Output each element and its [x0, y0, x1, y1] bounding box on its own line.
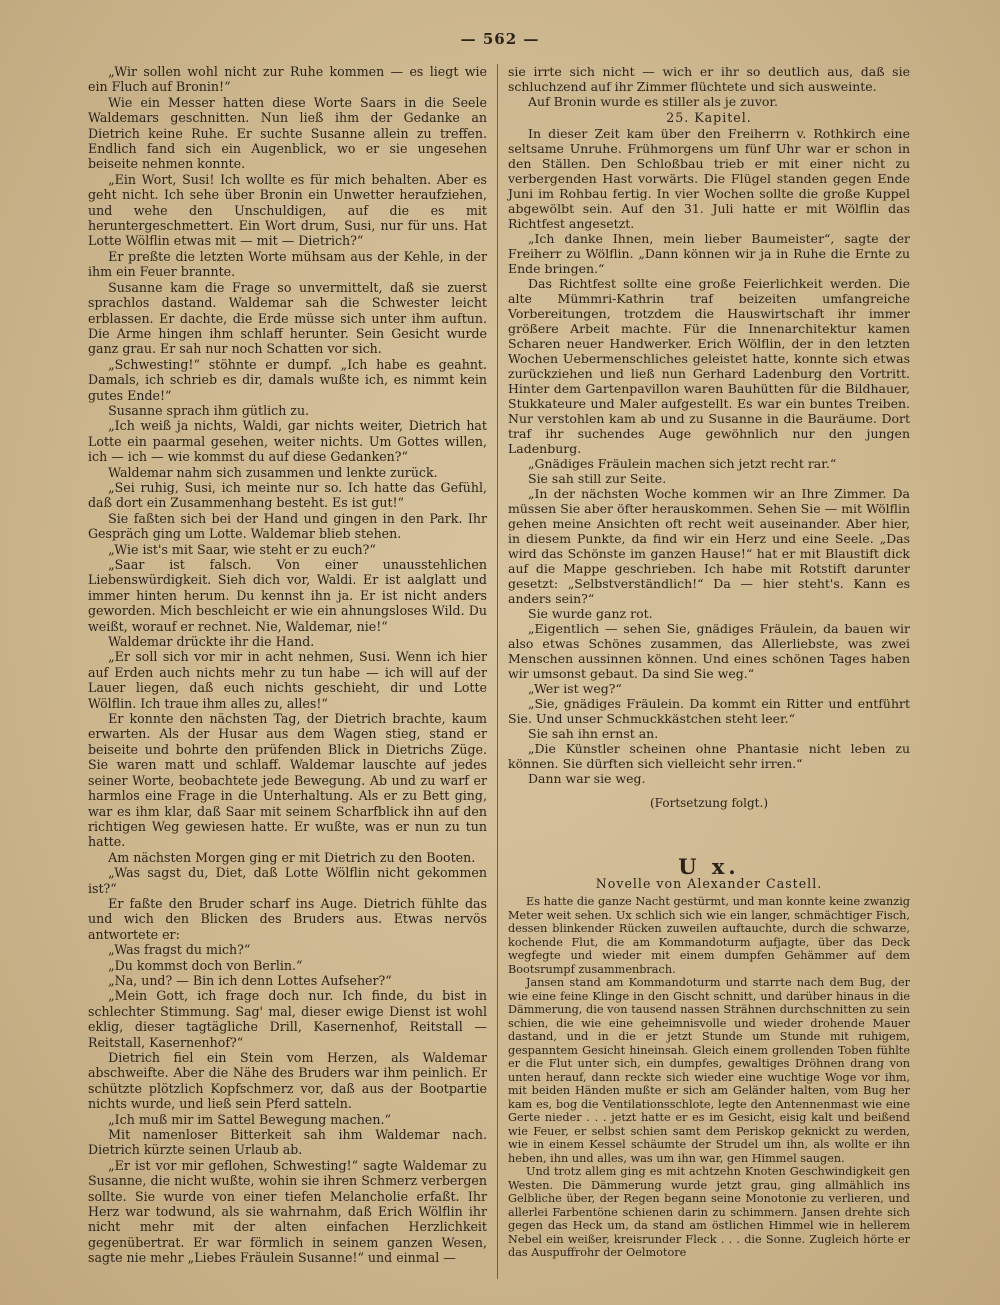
column-divider: [497, 64, 498, 1279]
page-number: — 562 —: [460, 30, 540, 48]
story-subtitle: Novelle von Alexander Castell.: [595, 876, 823, 891]
paragraph: Mit namenloser Bitterkeit sah ihm Waldemar nach. Dietrich kürzte seinen Urlaub ab.: [88, 1127, 487, 1158]
paragraph: Sie sah ihn ernst an.: [528, 726, 659, 741]
paragraph: „Du kommst doch von Berlin.“: [108, 957, 303, 973]
chapter-heading: 25. Kapitel.: [666, 110, 752, 125]
paragraph: Er faßte den Bruder scharf ins Auge. Dietrich fühlte das und wich den Blicken des Bruders aus. Etwas nervös antwortete er:: [88, 895, 487, 942]
paragraph: „Wie ist's mit Saar, wie steht er zu euch?“: [108, 541, 376, 557]
paragraph: „Ich weiß ja nichts, Waldi, gar nichts weiter, Dietrich hat Lotte ein paarmal gesehen, weiter nichts. Um Gottes willen, ich — ich — wie kommst du auf diese Gedanken?“: [88, 418, 487, 465]
paragraph: „Eigentlich — sehen Sie, gnädiges Fräulein, da bauen wir also etwas Schönes zusammen, das Allerliebste, was zwei Menschen aussinnen können. Und eines schönen Tages haben wir umsonst gebaut. Da sind Sie weg.“: [508, 621, 910, 681]
paragraph: „Mein Gott, ich frage doch nur. Ich finde, du bist in schlechter Stimmung. Sag' mal, dieser ewige Dienst ist wohl eklig, dieser tagtägliche Drill, Kasernenhof, Reitstall — Reitstall, Kasernenhof?“: [88, 988, 487, 1050]
story-title: U x.: [678, 854, 740, 879]
paragraph: Sie wurde ganz rot.: [528, 606, 653, 621]
paragraph: „Er soll sich vor mir in acht nehmen, Susi. Wenn ich hier auf Erden auch nichts mehr zu tun habe — ich will auf der Lauer liegen, daß euch nichts geschieht, dir und Lotte Wölflin. Ich traue ihm alles zu, alles!“: [88, 649, 487, 711]
paragraph: „Gnädiges Fräulein machen sich jetzt recht rar.“: [528, 456, 837, 471]
continuation-note: (Fortsetzung folgt.): [650, 796, 768, 810]
paragraph: Waldemar drückte ihr die Hand.: [108, 634, 315, 650]
paragraph: Susanne kam die Frage so unvermittelt, daß sie zuerst sprachlos dastand. Waldemar sah die Schwester leicht erblassen. Er dachte, die Erde müsse sich unter ihm auftun. Die Arme hingen ihm schlaff herunter. Sein Gesicht wurde ganz grau. Er sah nur noch Schatten vor sich.: [88, 279, 487, 357]
story-text: [508, 895, 910, 1260]
paragraph: Er konnte den nächsten Tag, der Dietrich brachte, kaum erwarten. Als der Husar aus dem Wagen stieg, stand er beiseite und bohrte den prüfenden Blick in Dietrichs Züge. Sie waren matt und schlaff. Waldemar lauschte auf jedes seiner Worte, beobachtete jede Bewegung. Ab und zu warf er harmlos eine Frage in die Unterhaltung. Als er zu Bett ging, war es ihm klar, daß Saar mit seinem Scharfblick ihn auf den richtigen Weg gewiesen hatte. Er wußte, was er nun zu tun hatte.: [88, 711, 487, 850]
paragraph: Das Richtfest sollte eine große Feierlichkeit werden. Die alte Mümmri-Kathrin traf beizeiten umfangreiche Vorbereitungen, trotzdem die Hauswirtschaft ihr immer größere Arbeit machte. Für die Innenarchitektur kamen Scharen neuer Handwerker. Erich Wölflin, der in den letzten Wochen Uebermenschliches geleistet hatte, konnte sich etwas zurückziehen und ließ nun Gerhard Ladenburg den Vortritt. Hinter dem Gartenpavillon waren Bauhütten für die Bildhauer, Stukkateure und Maler aufgestellt. Es war ein buntes Treiben. Nur verstohlen kam ab und zu Susanne in die Bauräume. Dort traf ihr suchendes Auge gewöhnlich nur den jungen Ladenburg.: [508, 276, 910, 456]
paragraph: Es hatte die ganze Nacht gestürmt, und man konnte keine zwanzig Meter weit sehen. Ux schlich sich wie ein langer, schmächtiger Fisch, dessen blinkender Rücken zuweilen auftauchte, durch die schwarze, kochende Flut, die am Kommandoturm aufjagte, über das Deck wegfegte und wieder mit einem dumpfen Gehämmer auf dem Bootsrumpf zusammenbrach.: [508, 895, 910, 976]
paragraph: Und trotz allem ging es mit achtzehn Knoten Geschwindigkeit gen Westen. Die Dämmerung wurde jetzt grau, ging allmählich ins Gelbliche über, der Regen begann seine Monotonie zu verlieren, und allerlei Farbentöne schienen darin zu schimmern. Jansen drehte sich gegen das Heck um, da stand am östlichen Himmel wie in hellerem Nebel ein weißer, kreisrunder Fleck . . . die Sonne. Zugleich hörte er das Auspuffrohr der Oelmotore: [508, 1165, 910, 1259]
paragraph: In dieser Zeit kam über den Freiherrn v. Rothkirch eine seltsame Unruhe. Frühmorgens um fünf Uhr war er schon in den Ställen. Den Schloßbau trieb er mit einer nicht zu verbergenden Hast vorwärts. Die Flügel standen gegen Ende Juni im Rohbau fertig. In vier Wochen sollte die große Kuppel abgewölbt sein. Auf den 31. Juli hatte er mit Wölflin das Richtfest angesetzt.: [508, 126, 910, 231]
paragraph: „Die Künstler scheinen ohne Phantasie nicht leben zu können. Sie dürften sich vielleicht sehr irren.“: [508, 741, 910, 771]
paragraph: Dann war sie weg.: [528, 771, 646, 786]
paragraph: „Ein Wort, Susi! Ich wollte es für mich behalten. Aber es geht nicht. Ich sehe über Bronin ein Unwetter heraufziehen, und wehe den Unschuldigen, auf die es mit heruntergeschmettert. Ein Wort drum, Susi, nur für uns. Hat Lotte Wölflin etwas mit — mit — Dietrich?“: [88, 171, 487, 249]
right-column-intro: [508, 64, 910, 109]
right-column: [508, 64, 910, 1260]
paragraph: „Na, und? — Bin ich denn Lottes Aufseher?“: [108, 972, 392, 988]
paragraph: Sie faßten sich bei der Hand und gingen in den Park. Ihr Gespräch ging um Lotte. Waldemar blieb stehen.: [88, 510, 487, 542]
paragraph: „Was sagst du, Diet, daß Lotte Wölflin nicht gekommen ist?“: [88, 865, 487, 896]
paragraph: „Saar ist falsch. Von einer unausstehlichen Liebenswürdigkeit. Sieh dich vor, Waldi. Er ist aalglatt und immer hinten herum. Du kennst ihn ja. Er ist nicht anders geworden. Mich beschleicht er wie ein ahnungsloses Wild. Du weißt, worauf er rechnet. Nie, Waldemar, nie!“: [88, 557, 487, 634]
paragraph: Dietrich fiel ein Stein vom Herzen, als Waldemar abschweifte. Aber die Nähe des Bruders war ihm peinlich. Er schützte plötzlich Kopfschmerz vor, daß aus der Bootpartie nichts wurde, und ließ sein Pferd satteln.: [88, 1050, 487, 1112]
paragraph: Sie sah still zur Seite.: [528, 471, 667, 486]
paragraph: Susanne sprach ihm gütlich zu.: [108, 402, 310, 418]
paragraph: „Ich danke Ihnen, mein lieber Baumeister“, sagte der Freiherr zu Wölflin. „Dann können wir ja in Ruhe die Ernte zu Ende bringen.“: [508, 231, 910, 276]
paragraph: Am nächsten Morgen ging er mit Dietrich zu den Booten.: [108, 849, 476, 865]
paragraph: „Sie, gnädiges Fräulein. Da kommt ein Ritter und entführt Sie. Und unser Schmuckkästchen steht leer.“: [508, 696, 910, 726]
paragraph: „Sei ruhig, Susi, ich meinte nur so. Ich hatte das Gefühl, daß dort ein Zusammenhang besteht. Es ist gut!“: [88, 479, 487, 511]
paragraph: „Wir sollen wohl nicht zur Ruhe kommen — es liegt wie ein Fluch auf Bronin!“: [88, 64, 487, 95]
paragraph: Wie ein Messer hatten diese Worte Saars in die Seele Waldemars geschnitten. Nun ließ ihm der Gedanke an Dietrich keine Ruhe. Er suchte Susanne allein zu treffen. Endlich fand sich ein Augenblick, wo er sie ungesehen beiseite nehmen konnte.: [88, 94, 487, 172]
chapter-text: [508, 126, 910, 786]
paragraph: „In der nächsten Woche kommen wir an Ihre Zimmer. Da müssen Sie aber öfter herauskommen. Sehen Sie — mit Wölflin gehen meine Ansichten oft recht weit auseinander. Aber hier, in diesem Punkte, da find wir ein Herz und eine Seele. „Das wird das Schönste im ganzen Hause!“ hat er mit Blaustift dick auf die Mappe geschrieben. Ich habe mit Rotstift darunter gesetzt: „Selbstverständlich!“ Da — hier steht's. Kann es anders sein?“: [508, 486, 910, 606]
paragraph: „Was fragst du mich?“: [108, 942, 251, 958]
paragraph: „Ich muß mir im Sattel Bewegung machen.“: [108, 1111, 391, 1127]
paragraph: Jansen stand am Kommandoturm und starrte nach dem Bug, der wie eine feine Klinge in den Gischt schnitt, und darüber hinaus in die Dämmerung, die von tausend nassen Strähnen durchschnitten zu sein schien, die wie eine geheimnisvolle und wieder drohende Mauer dastand, und in die er jetzt Stunde um Stunde mit ruhigem, gespanntem Gesicht hineinsah. Gleich einem grollenden Toben fühlte er die Flut unter sich, ein dumpfes, gewaltiges Dröhnen drang von unten herauf, dann reckte sich wieder eine wuchtige Woge vor ihm, mit beiden Händen mußte er sich am Geländer halten, vom Bug her kam es, bog die Ventilationsschlote, legte den Antennenmast wie eine Gerte nieder . . . jetzt hatte er es im Gesicht, eisig kalt und beißend wie Feuer, er selbst schien samt dem Periskop geknickt zu werden, wie in einem Kessel schäumte der Strudel um ihn, als wollte er ihn heben, ihn und alles, was um ihn war, gen Himmel saugen.: [508, 976, 910, 1165]
paragraph: Er preßte die letzten Worte mühsam aus der Kehle, in der ihm ein Feuer brannte.: [88, 248, 487, 280]
paragraph: „Er ist vor mir geflohen, Schwesting!“ sagte Waldemar zu Susanne, die nicht wußte, wohin sie ihren Schmerz verbergen sollte. Sie wurde von einer tiefen Melancholie erfaßt. Ihr Herz war todwund, als sie wahrnahm, daß Erich Wölflin ihr nicht mehr mit der alten einfachen Herzlichkeit gegenübertrat. Er war förmlich in seinem ganzen Wesen, sagte nie mehr „Liebes Fräulein Susanne!“ und einmal —: [88, 1157, 487, 1266]
paragraph: „Wer ist weg?“: [528, 681, 622, 696]
paragraph: Auf Bronin wurde es stiller als je zuvor.: [528, 94, 778, 109]
left-column-text: [88, 64, 487, 1266]
left-column: [88, 64, 487, 1266]
paragraph: Waldemar nahm sich zusammen und lenkte zurück.: [108, 464, 438, 480]
paragraph: sie irrte sich nicht — wich er ihr so deutlich aus, daß sie schluchzend auf ihr Zimmer flüchtete und sich ausweinte.: [508, 64, 910, 94]
paragraph: „Schwesting!“ stöhnte er dumpf. „Ich habe es geahnt. Damals, ich schrieb es dir, damals wußte ich, es nimmt kein gutes Ende!“: [88, 356, 487, 403]
